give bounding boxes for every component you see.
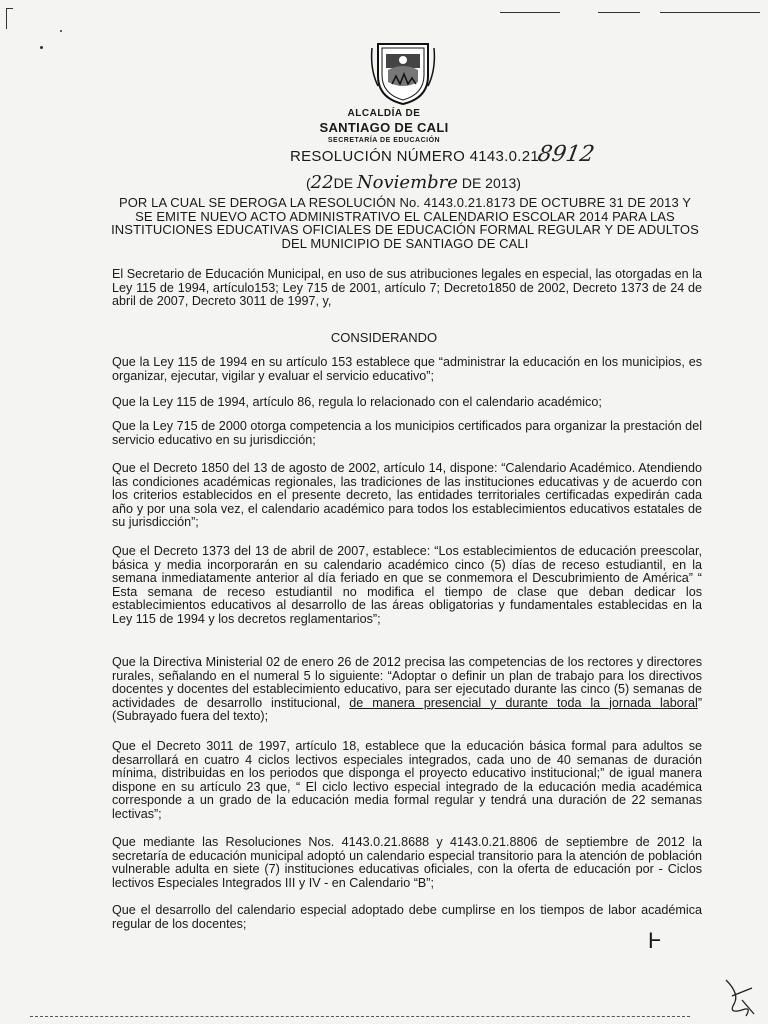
scan-speck — [40, 46, 43, 49]
paragraph-decreto-3011: Que el Decreto 3011 de 1997, artículo 18, establece que la educación básica formal para adultos se desarrollará en cuatro 4 ciclos lectivos especiales integrados, cada uno de 40 semanas de duración mínima, distribuidas en los periodos que disponga el proyecto educativo institucional;” de igual manera dispone en su artículo 23 que, “ El ciclo lectivo especial integrado de la educación media académica corresponde a un grado de la educación media formal regular y tendrá una duración de 22 semanas lectivas”; — [112, 739, 702, 821]
scan-line — [660, 12, 760, 13]
scan-speck — [60, 30, 62, 32]
header-secretaria: SECRETARÍA DE EDUCACIÓN — [327, 137, 441, 144]
intro-paragraph: El Secretario de Educación Municipal, en uso de sus atribuciones legales en especial, las otorgadas en la Ley 115 de 1994, artículo153; Ley 715 de 2001, artículo 7; Decreto1850 de 2002, Decreto 1373 de 24 de abril de 2007, Decreto 3011 de 1997, y, — [112, 267, 702, 309]
directiva-text: Que la Directiva Ministerial 02 de enero 26 de 2012 precisa las competencias de los rectores y directores rurales, señalando en el numeral 5 lo siguiente: “Adoptar o definir un plan de trabajo para los directivos docentes y docentes del establecimiento educativo, para ser ejecutado durante las cinco (5) semanas de actividades de desarrollo institucional, — [112, 655, 702, 710]
handwritten-initial: Ⱶ — [648, 928, 661, 953]
paragraph-directiva-ministerial — [112, 656, 702, 724]
resolution-title: POR LA CUAL SE DEROGA LA RESOLUCIÓN No. 4143.0.21.8173 DE OCTUBRE 31 DE 2013 Y SE EMITE NUEVO ACTO ADMINISTRATIVO EL CALENDARIO ESCOLAR 2014 PARA LAS INSTITUCIONES EDUCATIVAS OFICIALES DE EDUCACIÓN FORMAL REGULAR Y DE ADULTOS DEL MUNICIPIO DE SANTIAGO DE CALI — [111, 195, 699, 251]
date-open: ( — [306, 175, 311, 191]
header-city: SANTIAGO DE CALI — [319, 120, 449, 135]
paragraph-ley-115-art-86: Que la Ley 115 de 1994, artículo 86, regula lo relacionado con el calendario académico; — [112, 395, 602, 409]
date-year: DE 2013) — [461, 175, 521, 191]
paragraph-ley-715: Que la Ley 715 de 2000 otorga competencia a los municipios certificados para organizar la prestación del servicio educativo en su jurisdicción; — [112, 419, 702, 447]
coat-of-arms-icon — [370, 40, 436, 106]
date-de: DE — [333, 175, 354, 191]
header-alcaldia: ALCALDÍA DE — [347, 108, 421, 119]
scan-line — [598, 12, 640, 13]
directiva-note: ” (Subrayado fuera del texto); — [112, 695, 703, 724]
scan-corner-mark — [6, 8, 13, 29]
paragraph-ley-115-art-153: Que la Ley 115 de 1994 en su artículo 153 establece que “administrar la educación en los municipios, es organizar, ejecutar, vigilar y evaluar el servicio educativo”; — [112, 355, 702, 383]
paragraph-calendario-especial: Que el desarrollo del calendario especial adoptado debe cumplirse en los tiempos de labor académica regular de los docentes; — [112, 903, 702, 931]
signature-mark-icon — [722, 976, 758, 1020]
scan-bottom-line — [30, 1016, 690, 1018]
considerando-heading: CONSIDERANDO — [330, 330, 438, 345]
resolution-date — [306, 172, 521, 193]
directiva-underlined-text: de manera presencial y durante toda la jornada laboral — [349, 695, 698, 710]
resolution-handwritten-number: 8912 — [535, 142, 597, 167]
paragraph-decreto-1373: Que el Decreto 1373 del 13 de abril de 2007, establece: “Los establecimientos de educación preescolar, básica y media incorporarán en su calendario académico cinco (5) días de receso estudiantil, en la semana inmediatamente anterior al día feriado en que se conmemora el Descubrimiento de América” “ Esta semana de receso estudiantil no modifica el tiempo de clase que deban dedicar los establecimientos educativos al desarrollo de las áreas obligatorias y fundamentales establecidas en la Ley 115 de 1994 y los decretos reglamentarios”; — [112, 544, 702, 626]
scan-line — [500, 12, 560, 13]
paragraph-resoluciones: Que mediante las Resoluciones Nos. 4143.0.21.8688 y 4143.0.21.8806 de septiembre de 2012 la secretaría de educación municipal adoptó un calendario especial transitorio para la atención de población vulnerable adulta en siete (7) instituciones educativas oficiales, con la oferta de educación por - Ciclos lectivos Especiales Integrados III y IV - en Calendario “B”; — [112, 835, 702, 890]
paragraph-decreto-1850: Que el Decreto 1850 del 13 de agosto de 2002, artículo 14, dispone: “Calendario Académico. Atendiendo las condiciones académicas regionales, las tradiciones de las instituciones educativas y de acuerdo con los criterios establecidos en el presente decreto, las entidades territoriales certificadas expedirán cada año y por una sola vez, el calendario académico para todos los establecimientos educativos estatales de su jurisdicción”; — [112, 461, 702, 530]
date-day-handwritten: 22 — [310, 172, 334, 193]
resolution-label: RESOLUCIÓN NÚMERO 4143.0.21. — [290, 148, 544, 165]
date-month-handwritten: Noviembre — [356, 172, 458, 193]
